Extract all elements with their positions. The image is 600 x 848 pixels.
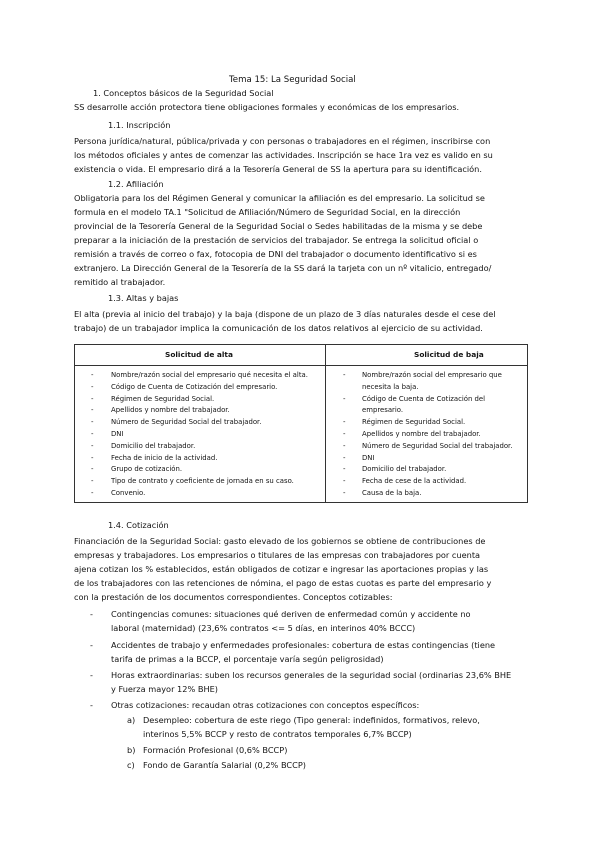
cotizacion-line: Financiación de la Seguridad Social: gasto elevado de los gobiernos se obtiene de contribuciones de bbox=[74, 536, 486, 546]
table-header-baja: Solicitud de baja bbox=[414, 350, 484, 359]
bullet-otras-line: Otras cotizaciones: recaudan otras cotizaciones con conceptos específicos: bbox=[111, 700, 420, 710]
alta-item: Número de Seguridad Social del trabajador. bbox=[111, 418, 262, 427]
list-dash: - bbox=[91, 406, 94, 415]
list-dash: - bbox=[91, 477, 94, 486]
sub-item-label: b) bbox=[127, 745, 136, 755]
bullet-horas-line: Horas extraordinarias: suben los recursos generales de la seguridad social (ordinarias 23,6% BHE bbox=[111, 670, 512, 680]
afiliacion-line: preparar a la iniciación de la prestación de servicios del trabajador. Se entrega la solicitud oficial o bbox=[74, 235, 479, 245]
inscripcion-line: existencia o vida. El empresario dirá a la Tesorería General de SS la apertura para su identificación. bbox=[74, 164, 482, 174]
altas-line: trabajo) de un trabajador implica la comunicación de los datos relativos al ejercicio de su actividad. bbox=[74, 323, 483, 333]
cotizacion-line: empresas y trabajadores. Los empresarios o titulares de las empresas con trabajadores por cuenta bbox=[74, 550, 481, 560]
cotizacion-line: de los trabajadores con las retenciones de nómina, el pago de estas cuotas es parte del empresario y bbox=[74, 578, 492, 588]
baja-item: Causa de la baja. bbox=[362, 489, 422, 497]
baja-item: DNI bbox=[362, 453, 375, 462]
cotizacion-line: con la prestación de los documentos correspondientes. Conceptos cotizables: bbox=[74, 592, 393, 602]
cotizacion-heading: 1.4. Cotización bbox=[108, 520, 169, 530]
section-1-heading: 1. Conceptos básicos de la Seguridad Social bbox=[93, 88, 274, 98]
sub-item-desempleo-line: interinos 5,5% BCCP y resto de contratos temporales 6,7% BCCP) bbox=[143, 729, 412, 739]
alta-item: DNI bbox=[111, 430, 124, 438]
sub-item-label: c) bbox=[127, 760, 135, 770]
list-dash: - bbox=[91, 441, 94, 450]
alta-item: Régimen de Seguridad Social. bbox=[111, 394, 215, 403]
cotizacion-line: ajena cotizan los % establecidos, están obligados de cotizar e ingresar las aportaciones propias y las bbox=[74, 564, 489, 574]
bullet-accidentes-line: Accidentes de trabajo y enfermedades profesionales: cobertura de estas contingencias (tiene bbox=[111, 640, 496, 650]
list-dash: - bbox=[343, 453, 346, 462]
baja-item: empresario. bbox=[362, 406, 404, 415]
inscripcion-line: Persona jurídica/natural, pública/privada y con personas o trabajadores en el régimen, inscribirse con bbox=[74, 136, 491, 146]
list-dash: - bbox=[343, 477, 346, 486]
alta-item: Código de Cuenta de Cotización del empresario. bbox=[111, 382, 278, 391]
altas-bajas-table bbox=[74, 344, 528, 503]
baja-item: Fecha de cese de la actividad. bbox=[362, 477, 467, 486]
list-dash: - bbox=[343, 489, 346, 497]
sub-item-formacion-line: Formación Profesional (0,6% BCCP) bbox=[143, 745, 288, 755]
sub-item-label: a) bbox=[127, 715, 136, 725]
bullet-horas-line: y Fuerza mayor 12% BHE) bbox=[111, 684, 218, 694]
alta-item: Domicilio del trabajador. bbox=[111, 441, 196, 450]
altas-heading: 1.3. Altas y bajas bbox=[108, 293, 179, 303]
list-dash: - bbox=[91, 430, 94, 438]
alta-item: Nombre/razón social del empresario qué necesita el alta. bbox=[111, 371, 308, 379]
inscripcion-line: los métodos oficiales y antes de comenzar las actividades. Inscripción se hace 1ra vez es valido en su bbox=[74, 150, 493, 160]
baja-item: necesita la baja. bbox=[362, 382, 419, 391]
list-dash: - bbox=[343, 371, 346, 379]
afiliacion-line: formula en el modelo TA.1 "Solicitud de Afiliación/Número de Seguridad Social, en la dirección bbox=[74, 207, 461, 217]
list-dash: - bbox=[91, 382, 94, 391]
alta-item: Tipo de contrato y coeficiente de jornada en su caso. bbox=[111, 477, 294, 486]
table-column-divider bbox=[325, 345, 326, 502]
afiliacion-line: provincial de la Tesorería General de la Seguridad Social o Sedes habilitadas de la misma y se debe bbox=[74, 221, 483, 231]
afiliacion-line: remisión a través de correo o fax, fotocopia de DNI del trabajador o documento identificativo si es bbox=[74, 249, 477, 259]
list-dash: - bbox=[91, 465, 94, 474]
afiliacion-line: remitido al trabajador. bbox=[74, 277, 166, 287]
page-title: Tema 15: La Seguridad Social bbox=[229, 75, 356, 85]
list-dash: - bbox=[343, 430, 346, 438]
bullet-contingencias-line: Contingencias comunes: situaciones qué deriven de enfermedad común y accidente no bbox=[111, 609, 471, 619]
altas-line: El alta (previa al inicio del trabajo) y la baja (dispone de un plazo de 3 días naturales desde el cese del bbox=[74, 309, 496, 319]
list-dash: - bbox=[91, 394, 94, 403]
bullet-dash: - bbox=[90, 700, 93, 710]
inscripcion-heading: 1.1. Inscripción bbox=[108, 120, 171, 130]
list-dash: - bbox=[91, 418, 94, 427]
baja-item: Número de Seguridad Social del trabajador. bbox=[362, 441, 513, 450]
alta-item: Grupo de cotización. bbox=[111, 465, 183, 474]
alta-item: Convenio. bbox=[111, 489, 146, 497]
baja-item: Domicilio del trabajador. bbox=[362, 465, 447, 474]
list-dash: - bbox=[343, 394, 346, 403]
bullet-dash: - bbox=[90, 609, 93, 619]
bullet-dash: - bbox=[90, 670, 93, 680]
list-dash: - bbox=[343, 441, 346, 450]
afiliacion-line: Obligatoria para los del Régimen General y comunicar la afiliación es del empresario. La solicitud se bbox=[74, 193, 485, 203]
list-dash: - bbox=[343, 465, 346, 474]
afiliacion-heading: 1.2. Afiliación bbox=[108, 179, 164, 189]
baja-item: Régimen de Seguridad Social. bbox=[362, 418, 466, 427]
alta-item: Fecha de inicio de la actividad. bbox=[111, 453, 218, 462]
alta-item: Apellidos y nombre del trabajador. bbox=[111, 406, 230, 415]
list-dash: - bbox=[343, 418, 346, 427]
baja-item: Nombre/razón social del empresario que bbox=[362, 371, 502, 379]
table-header-alta: Solicitud de alta bbox=[165, 350, 233, 359]
baja-item: Código de Cuenta de Cotización del bbox=[362, 394, 486, 403]
bullet-dash: - bbox=[90, 640, 93, 650]
bullet-accidentes-line: tarifa de primas a la BCCP, el porcentaje varía según peligrosidad) bbox=[111, 654, 384, 664]
baja-item: Apellidos y nombre del trabajador. bbox=[362, 430, 481, 438]
bullet-contingencias-line: laboral (maternidad) (23,6% contratos <= 5 días, en interinos 40% BCCC) bbox=[111, 623, 416, 633]
sub-item-fogasa-line: Fondo de Garantía Salarial (0,2% BCCP) bbox=[143, 760, 306, 770]
list-dash: - bbox=[91, 371, 94, 379]
section-1-intro: SS desarrolle acción protectora tiene obligaciones formales y económicas de los empresarios. bbox=[74, 102, 460, 112]
afiliacion-line: extranjero. La Dirección General de la Tesorería de la SS dará la tarjeta con un nº vitalicio, entregado/ bbox=[74, 263, 492, 273]
list-dash: - bbox=[91, 453, 94, 462]
list-dash: - bbox=[91, 489, 94, 497]
sub-item-desempleo-line: Desempleo: cobertura de este riego (Tipo general: indefinidos, formativos, relevo, bbox=[143, 715, 480, 725]
